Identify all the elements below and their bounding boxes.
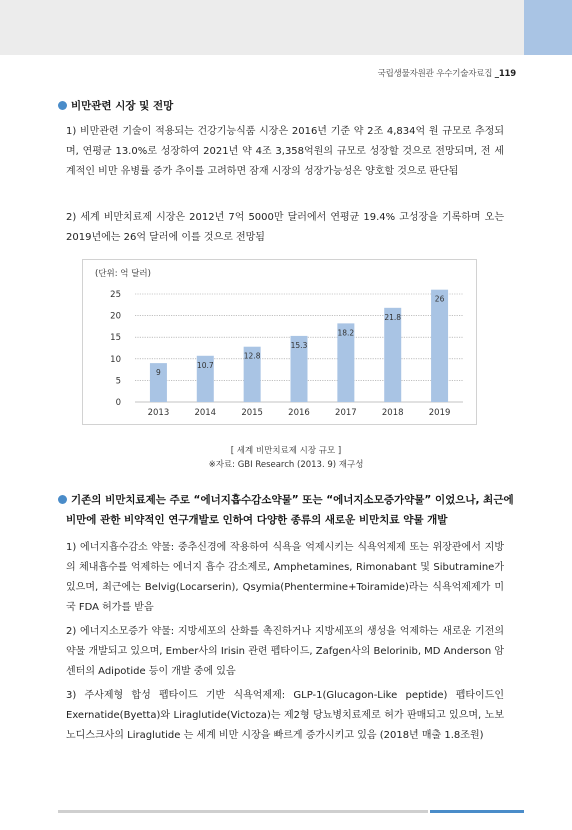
footer-rule <box>58 810 428 813</box>
bar <box>384 308 401 402</box>
section1-heading <box>58 96 173 116</box>
data-label: 12.8 <box>243 351 261 361</box>
section2-heading <box>58 490 518 530</box>
y-tick-label: 20 <box>110 311 121 322</box>
y-tick-label: 0 <box>115 398 121 408</box>
y-tick-label: 5 <box>115 376 121 387</box>
data-label: 18.2 <box>337 328 355 338</box>
data-label: 26 <box>434 294 445 304</box>
data-label: 21.8 <box>384 312 402 322</box>
data-label: 9 <box>156 368 161 378</box>
section1-item-2: 2) 세계 비만치료제 시장은 2012년 7억 5000만 달러에서 연평균 19.4% 고성장을 기록하며 오는 2019년에는 26억 달러에 이를 것으로 전망됨 <box>66 212 504 243</box>
header-band <box>0 0 572 55</box>
section1-item-1: 1) 비만관련 기술이 적용되는 건강기능식품 시장은 2016년 기준 약 2조 4,834억 원 규모로 추정되며, 연평균 13.0%로 성장하여 2021년 약 4조 3,358억원의 규모로 성장할 것으로 전망되며, 전 세계적인 비만 유병률 증가 추이를 고려하면 잠재 시장의 성장가능성은 양호할 것으로 판단됨 <box>66 126 504 177</box>
x-tick-label: 2017 <box>335 408 357 418</box>
section1-title: 비만관련 시장 및 전망 <box>71 100 174 112</box>
bullet-icon <box>58 495 67 504</box>
x-tick-label: 2018 <box>381 408 404 418</box>
y-tick-label: 25 <box>110 290 121 300</box>
running-header <box>378 67 516 79</box>
section2-title-line2: 비만에 관한 비약적인 연구개발로 인하여 다양한 종류의 새로운 비만치료 약물 개발 <box>66 514 448 526</box>
y-tick-label: 15 <box>110 333 121 344</box>
x-tick-label: 2016 <box>288 408 310 418</box>
chart-frame <box>82 259 477 425</box>
running-title: 국립생물자원관 우수기술자료집 <box>377 69 493 79</box>
chart-source: ※자료: GBI Research (2013. 9) 재구성 <box>208 460 364 470</box>
bar <box>431 290 448 402</box>
chart-unit-label: (단위: 억 달러) <box>95 269 151 279</box>
section2-item-3: 3) 주사제형 합성 펩타이드 기반 식욕억제제: GLP-1(Glucagon-Like peptide) 펩타이드인 Exernatide(Byetta)와 Liraglutide(Victoza)는 제2형 당뇨병치료제로 허가 판매되고 있으며, 노보노디스크사의 Liraglutide 는 세계 비만 시장을 빠르게 증가시키고 있음 (2018년 매출 1.8조원) <box>66 690 504 741</box>
bullet-icon <box>58 101 67 110</box>
section2-title-line1: 기존의 비만치료제는 주로 “에너지흡수감소약물” 또는 “에너지소모증가약물” 이었으나, 최근에 <box>71 494 514 506</box>
x-tick-label: 2015 <box>241 408 263 418</box>
x-tick-label: 2014 <box>194 408 217 418</box>
data-label: 15.3 <box>290 340 308 350</box>
data-label: 10.7 <box>196 360 214 370</box>
market-size-chart <box>83 260 476 424</box>
section2-item-1: 1) 에너지흡수감소 약물: 중추신경에 작용하여 식욕을 억제시키는 식욕억제제 또는 위장관에서 지방의 체내흡수를 억제하는 에너지 흡수 감소제로, Amphetamines, Rimonabant 및 Sibutramine가 있으며, 최근에는 Belvig(Locarserin), Qsymia(Phentermine+Toiramide)라는 식욕억제제가 미국 FDA 허가를 받음 <box>66 542 504 613</box>
page-number: _119 <box>494 69 516 79</box>
footer-accent-rule <box>430 810 524 813</box>
y-tick-label: 10 <box>110 354 121 365</box>
section2-item-2: 2) 에너지소모증가 약물: 지방세포의 산화를 촉진하거나 지방세포의 생성을 억제하는 새로운 기전의 약물 개발되고 있으며, Ember사의 Irisin 관련 펩타이드, Zafgen사의 Belorinib, MD Anderson 암센터의 Adipotide 등이 개발 중에 있음 <box>66 626 504 677</box>
header-accent-block <box>524 0 572 55</box>
chart-title: [ 세계 비만치료제 시장 규모 ] <box>230 446 342 456</box>
x-tick-label: 2013 <box>147 408 170 418</box>
x-tick-label: 2019 <box>428 408 451 418</box>
